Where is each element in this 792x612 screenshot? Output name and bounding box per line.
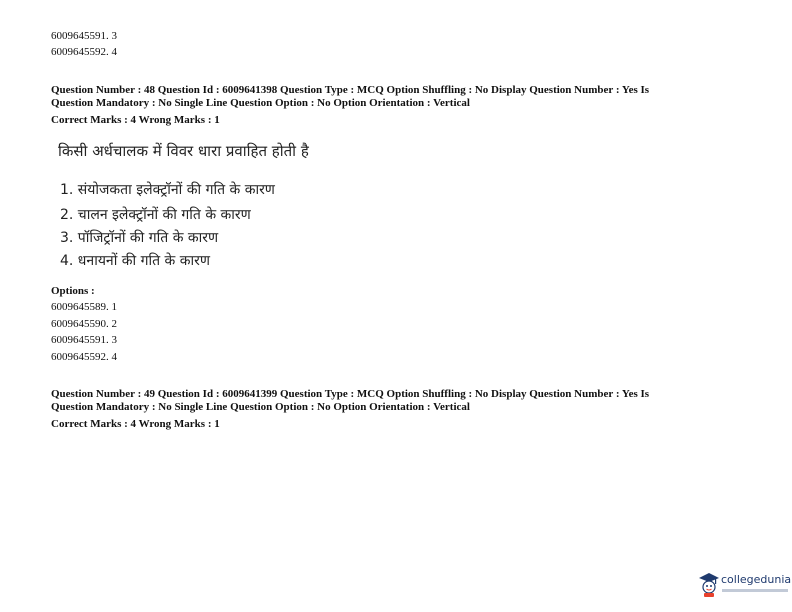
q48-header-line1: Question Number : 48 Question Id : 6009641398 Question Type : MCQ Option Shuffling : No Display Question Number : Yes Is: [51, 84, 650, 96]
logo-wordmark: collegedunia: [721, 573, 792, 586]
q48-marks: Correct Marks : 4 Wrong Marks : 1: [51, 114, 220, 126]
q48-option-3: 6009645591. 3: [51, 334, 117, 346]
logo-tagline: [722, 589, 788, 592]
graduate-mascot-icon: [698, 572, 720, 598]
q48-header-line2: Question Mandatory : No Single Line Question Option : No Option Orientation : Vertical: [51, 97, 470, 109]
q48-option-4: 6009645592. 4: [51, 351, 117, 363]
q49-header-line2: Question Mandatory : No Single Line Question Option : No Option Orientation : Vertical: [51, 401, 470, 413]
q48-option-2: 6009645590. 2: [51, 318, 117, 330]
q49-header-line1: Question Number : 49 Question Id : 6009641399 Question Type : MCQ Option Shuffling : No Display Question Number : Yes Is: [51, 388, 650, 400]
q48-choice-2: 2. चालन इलेक्ट्रॉनों की गति के कारण: [60, 207, 251, 223]
q48-question-text: किसी अर्धचालक में विवर धारा प्रवाहित होती है: [58, 142, 309, 160]
q48-option-1: 6009645589. 1: [51, 301, 117, 313]
q48-options-label: Options :: [51, 285, 95, 297]
prev-option-4: 6009645592. 4: [51, 46, 117, 58]
q48-choice-1: 1. संयोजकता इलेक्ट्रॉनों की गति के कारण: [60, 182, 275, 198]
q48-choice-4: 4. धनायनों की गति के कारण: [60, 253, 210, 269]
prev-option-3: 6009645591. 3: [51, 30, 117, 42]
q49-marks: Correct Marks : 4 Wrong Marks : 1: [51, 418, 220, 430]
collegedunia-logo: [698, 570, 790, 602]
q48-choice-3: 3. पॉजिट्रॉनों की गति के कारण: [60, 230, 219, 246]
